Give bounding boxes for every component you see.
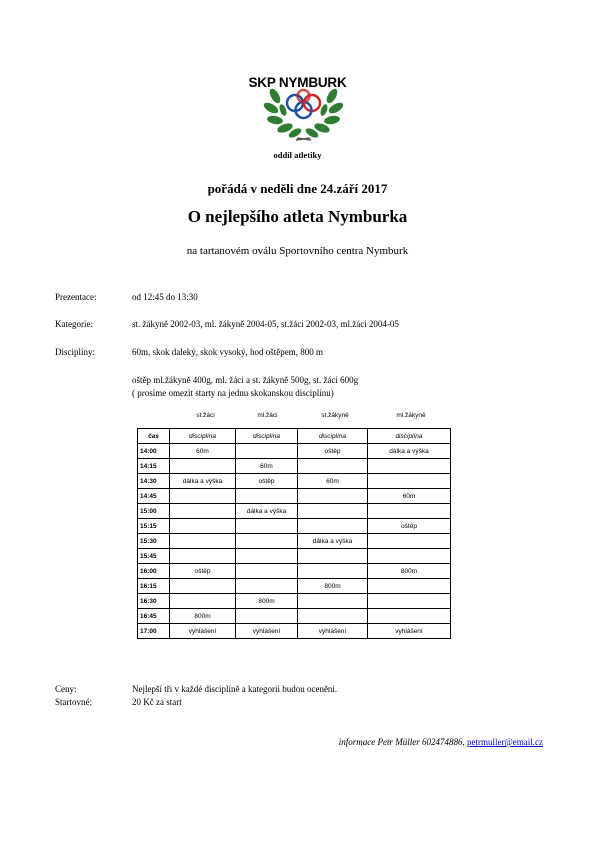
schedule-cell: 800m <box>368 564 451 579</box>
schedule-cell <box>236 444 298 459</box>
schedule-cell <box>236 489 298 504</box>
schedule-cell: oštěp <box>236 474 298 489</box>
disciplines-value: 60m, skok daleký, skok vysoký, hod oštěpem, 800 m <box>132 347 323 357</box>
schedule-cell <box>236 579 298 594</box>
contact-text: informace Petr Müller 602474886, <box>338 737 467 747</box>
schedule-cell <box>298 459 368 474</box>
schedule-cell <box>298 519 368 534</box>
schedule-cell <box>368 609 451 624</box>
schedule-cell: 60m <box>170 444 236 459</box>
club-logo-icon <box>261 68 346 143</box>
prizes-value: Nejlepší tři v každé disciplíně a kategorii budou oceněni. <box>132 684 338 694</box>
disciplines-label: Disciplíny: <box>55 347 95 357</box>
column-header: disciplína <box>368 429 451 444</box>
schedule-cell: 800m <box>298 579 368 594</box>
schedule-cell: dálka a výška <box>298 534 368 549</box>
table-row <box>138 609 451 624</box>
schedule-cell <box>298 609 368 624</box>
schedule-cell <box>170 504 236 519</box>
time-cell: 15:45 <box>138 549 170 564</box>
column-header: disciplína <box>298 429 368 444</box>
schedule-cell <box>236 519 298 534</box>
schedule-cell <box>170 534 236 549</box>
schedule-cell <box>368 594 451 609</box>
schedule-cell <box>298 489 368 504</box>
time-cell: 15:15 <box>138 519 170 534</box>
group-header-ml-zaci: ml.žáci <box>257 412 278 419</box>
schedule-cell <box>368 504 451 519</box>
schedule-cell <box>368 534 451 549</box>
categories-value: st. žákyně 2002-03, ml. žákyně 2004-05, st.žáci 2002-03, ml.žáci 2004-05 <box>132 319 399 329</box>
schedule-cell: vyhlášení <box>170 624 236 639</box>
schedule-cell <box>170 489 236 504</box>
contact-email-link[interactable]: petrmuller@email.cz <box>466 737 543 747</box>
schedule-cell <box>170 459 236 474</box>
schedule-cell: vyhlášení <box>368 624 451 639</box>
schedule-cell <box>298 549 368 564</box>
time-header: čas <box>138 429 170 444</box>
schedule-cell <box>368 459 451 474</box>
schedule-cell <box>298 594 368 609</box>
schedule-cell <box>368 579 451 594</box>
schedule-cell: vyhlášení <box>236 624 298 639</box>
schedule-header-row <box>138 429 451 444</box>
group-header-st-zaci: st.žáci <box>196 412 215 419</box>
schedule-cell: dálka a výška <box>368 444 451 459</box>
schedule-cell: 800m <box>236 594 298 609</box>
club-name: SKP NYMBURK <box>248 75 347 90</box>
time-cell: 17:00 <box>138 624 170 639</box>
group-header-st-zakyne: st.žákyně <box>321 412 349 419</box>
fee-value: 20 Kč za start <box>132 697 182 707</box>
fee-label: Startovné: <box>55 697 92 707</box>
schedule-cell: dálka a výška <box>170 474 236 489</box>
table-row <box>138 519 451 534</box>
schedule-group-headers <box>137 412 450 426</box>
table-row <box>138 474 451 489</box>
table-row <box>138 489 451 504</box>
registration-label: Prezentace: <box>55 292 97 302</box>
time-cell: 16:00 <box>138 564 170 579</box>
schedule-cell <box>236 609 298 624</box>
schedule-cell <box>170 519 236 534</box>
time-cell: 16:30 <box>138 594 170 609</box>
schedule-cell: vyhlášení <box>298 624 368 639</box>
time-cell: 14:30 <box>138 474 170 489</box>
schedule-cell <box>236 534 298 549</box>
schedule-cell: dálka a výška <box>236 504 298 519</box>
venue: na tartanovém oválu Sportovního centra Nymburk <box>186 245 409 257</box>
registration-value: od 12:45 do 13:30 <box>132 292 198 302</box>
time-cell: 14:15 <box>138 459 170 474</box>
time-cell: 15:00 <box>138 504 170 519</box>
schedule-cell <box>298 504 368 519</box>
jump-request-note: ( prosíme omezit starty na jednu skokanskou disciplínu) <box>132 388 334 398</box>
event-date-headline: pořádá v neděli dne 24.září 2017 <box>207 181 388 196</box>
schedule-cell <box>368 549 451 564</box>
schedule-cell <box>170 549 236 564</box>
section-name: oddíl atletiky <box>273 150 322 160</box>
column-header: disciplína <box>170 429 236 444</box>
table-row <box>138 549 451 564</box>
schedule-cell <box>236 549 298 564</box>
column-header: disciplína <box>236 429 298 444</box>
schedule-table <box>137 428 451 639</box>
table-row <box>138 579 451 594</box>
table-row <box>138 624 451 639</box>
schedule-cell <box>298 564 368 579</box>
schedule-cell <box>170 594 236 609</box>
time-cell: 15:30 <box>138 534 170 549</box>
schedule-cell: 60m <box>368 489 451 504</box>
schedule-cell: oštěp <box>368 519 451 534</box>
prizes-label: Ceny: <box>55 684 77 694</box>
time-cell: 16:15 <box>138 579 170 594</box>
schedule-cell: oštěp <box>170 564 236 579</box>
event-title: O nejlepšího atleta Nymburka <box>187 207 408 226</box>
time-cell: 16:45 <box>138 609 170 624</box>
time-cell: 14:00 <box>138 444 170 459</box>
categories-label: Kategorie: <box>55 319 93 329</box>
time-cell: 14:45 <box>138 489 170 504</box>
table-row <box>138 534 451 549</box>
schedule-cell <box>236 564 298 579</box>
table-row <box>138 504 451 519</box>
schedule-cell: oštěp <box>298 444 368 459</box>
javelin-weight-note: oštěp ml.žákyně 400g, ml. žáci a st. žákyně 500g, st. žáci 600g <box>132 375 359 385</box>
schedule-cell: 60m <box>298 474 368 489</box>
table-row <box>138 459 451 474</box>
contact-info <box>339 737 543 747</box>
group-header-ml-zakyne: ml.žákyně <box>396 412 426 419</box>
schedule-cell <box>368 474 451 489</box>
schedule-cell: 800m <box>170 609 236 624</box>
schedule-cell <box>170 579 236 594</box>
table-row <box>138 594 451 609</box>
table-row <box>138 564 451 579</box>
table-row <box>138 444 451 459</box>
schedule-cell: 60m <box>236 459 298 474</box>
